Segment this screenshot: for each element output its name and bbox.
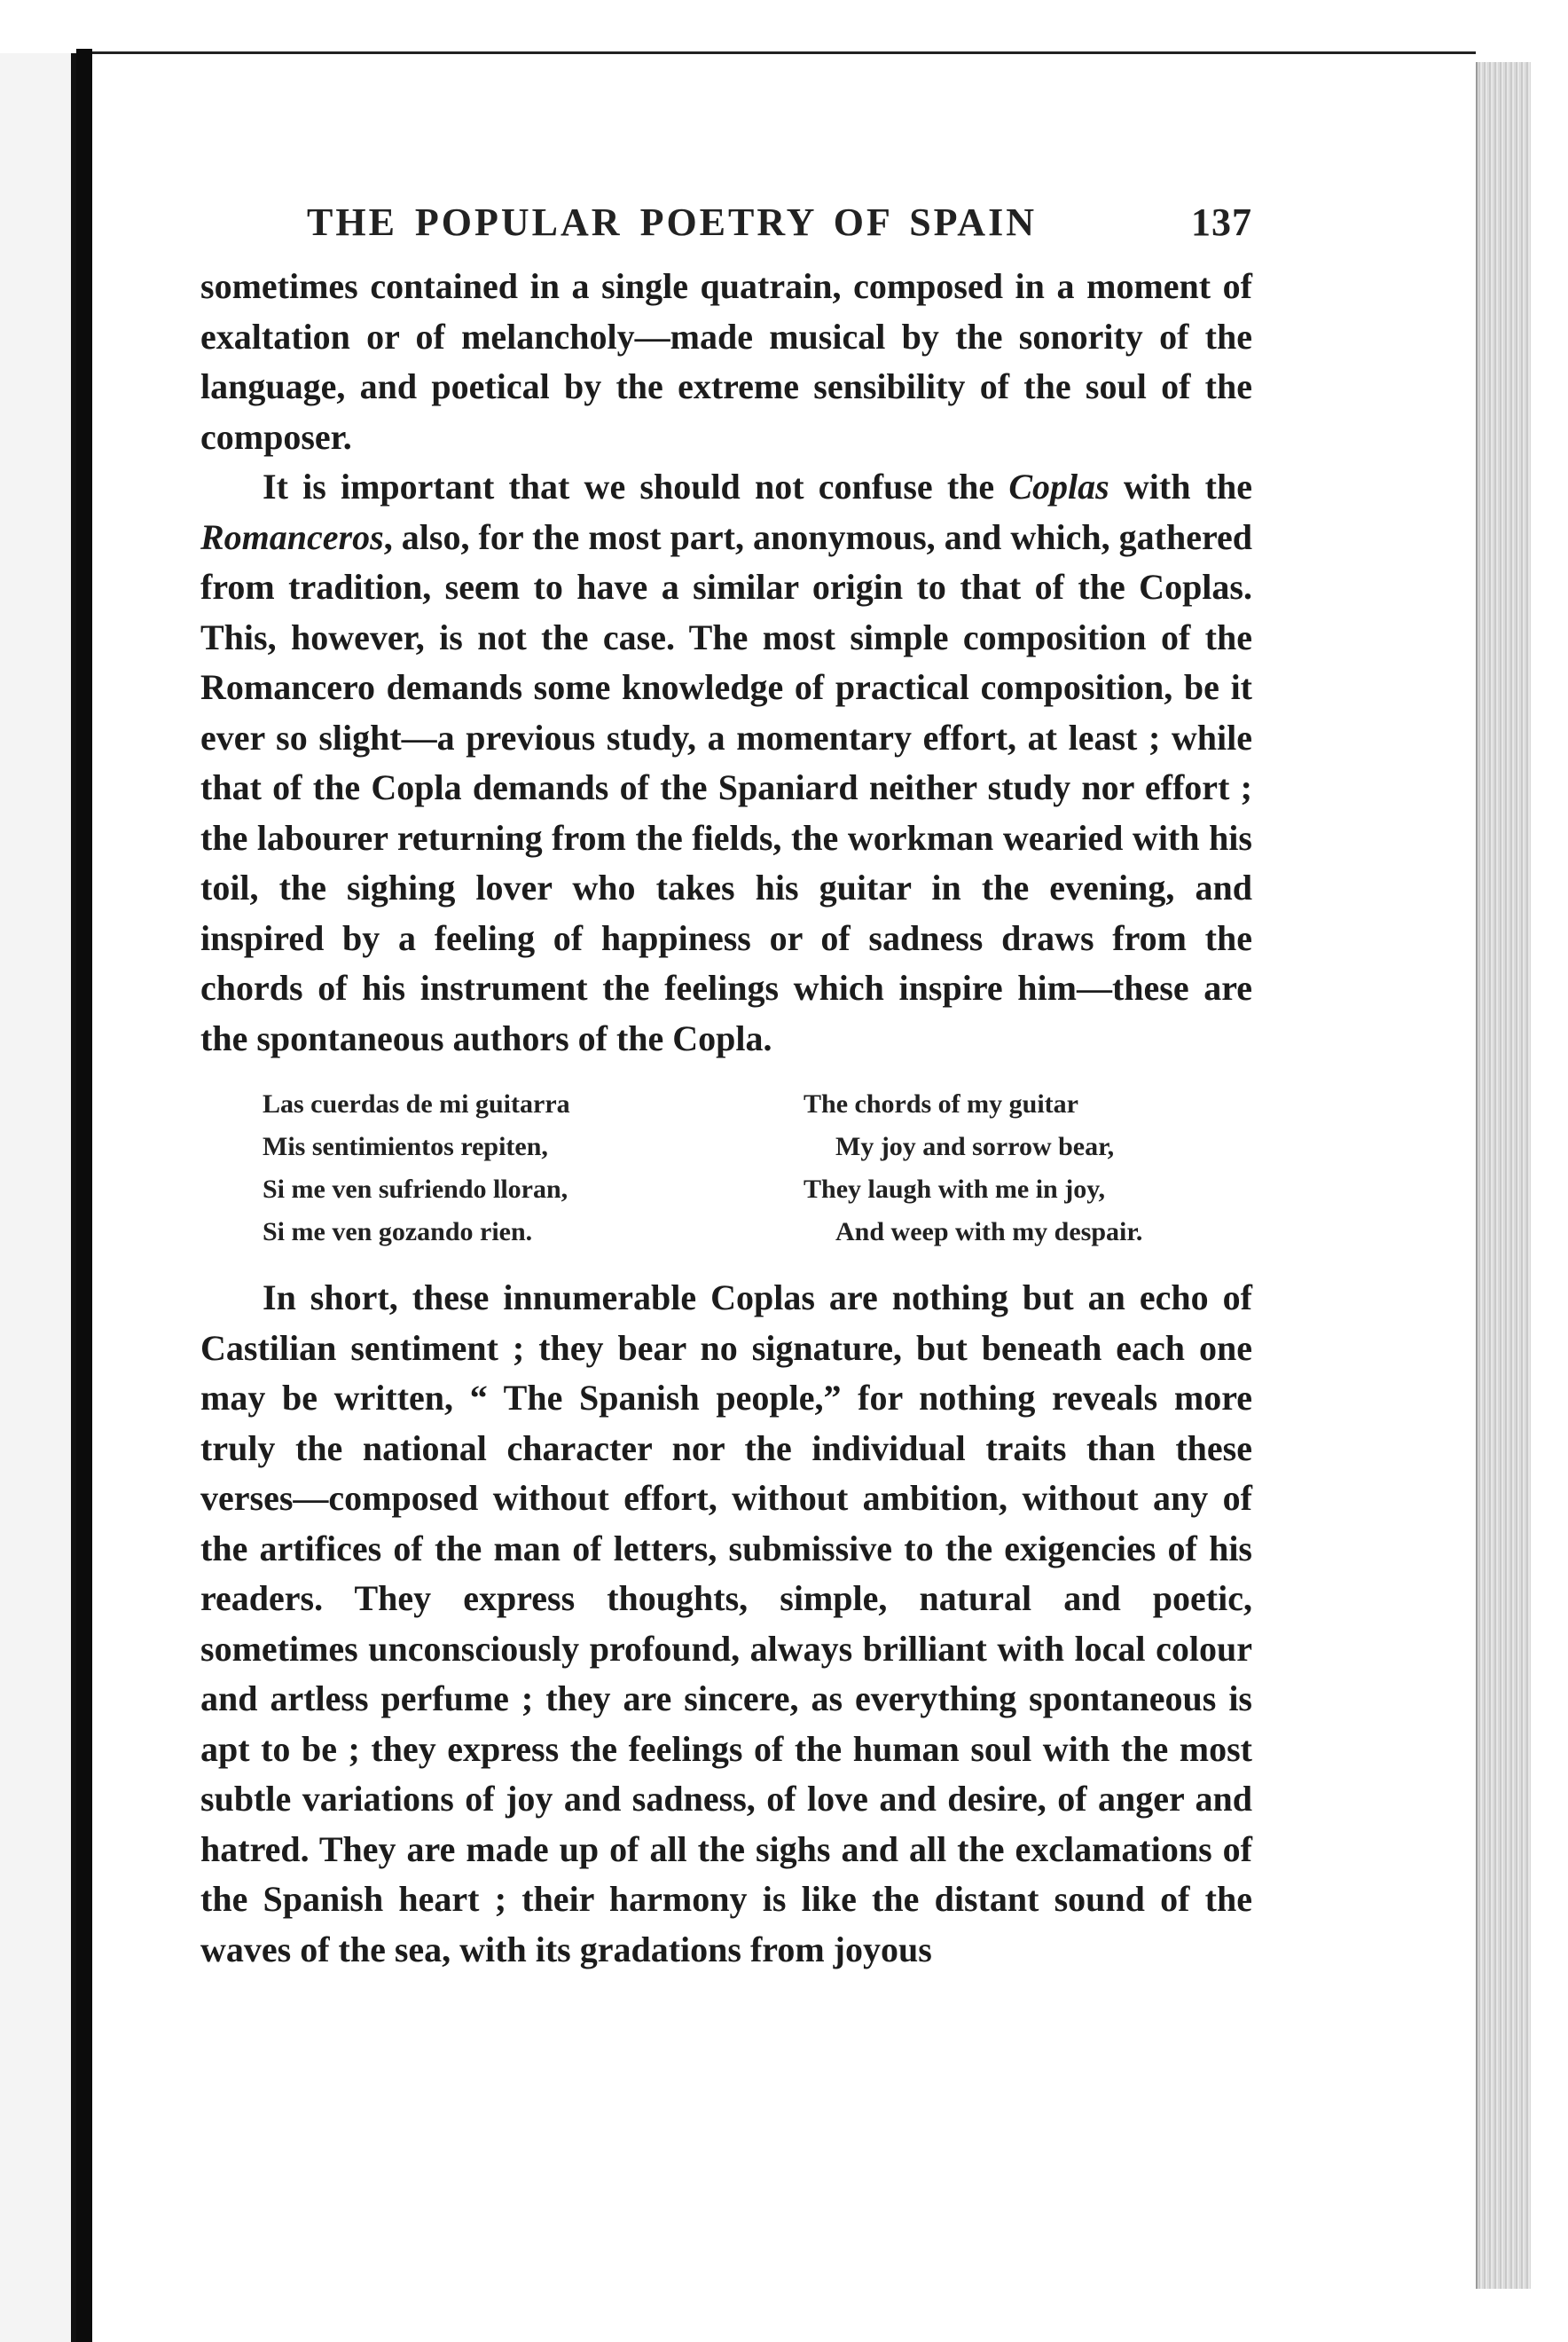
verse-line: And weep with my despair. [835,1217,1143,1246]
page-content [200,200,1252,1975]
running-head [200,200,1252,262]
verse-line: The chords of my guitar [804,1089,1078,1119]
paragraph-text: It is important that we should not confuse the [263,467,1009,507]
running-head-title: THE POPULAR POETRY OF SPAIN [307,200,1037,244]
italic-term-coplas: Coplas [1008,467,1109,507]
verse-line: They laugh with me in joy, [804,1175,1106,1204]
book-spine [76,49,92,2342]
paragraph-2 [200,462,1252,1064]
verse-line: My joy and sorrow bear, [835,1132,1115,1161]
previous-page-edge [0,53,76,2342]
page-stack-edge [1476,62,1531,2289]
verse-line: Las cuerdas de mi guitarra [263,1089,570,1119]
verse-line: Si me ven sufriendo lloran, [263,1175,568,1204]
paragraph-3 [200,1273,1252,1975]
paragraph-text: sometimes contained in a single quatrain, composed in a moment of exaltation or of melancholy—made musical by the sonority of the language, and poetical by the extreme sensibility of the soul of the composer. [200,266,1252,457]
verse-spanish [200,1083,804,1254]
verse-line: Mis sentimientos repiten, [263,1132,548,1161]
paragraph-text: In short, these innumerable Coplas are nothing but an echo of Castilian sentiment ; they bear no signature, but beneath each one may be written, “ The Spanish people,” for nothing reveals more truly the national character nor the individual traits than these verses—composed without effort, without ambition, without any of the artifices of the man of letters, submissive to the exigencies of his readers. They express thoughts, simple, natural and poetic, sometimes unconsciously profound, always brilliant with local colour and artless perfume ; they are sincere, as everything spontaneous is apt to be ; they express the feelings of the human soul with the most subtle variations of joy and sadness, of love and desire, of anger and hatred. They are made up of all the sighs and all the exclamations of the Spanish heart ; their harmony is like the distant sound of the waves of the sea, with its gradations from joyous [200,1277,1252,1969]
page-number: 137 [1191,200,1252,244]
paragraph-text: , also, for the most part, anonymous, and which, gathered from tradition, seem to have a similar origin to that of the Coplas. This, however, is not the case. The most simple composition of the Romancero demands some knowledge of practical composition, be it ever so slight—a previous study, a momentary effort, at least ; while that of the Copla demands of the Spaniard neither study nor effort ; the labourer returning from the fields, the workman wearied with his toil, the sighing lover who takes his guitar in the evening, and inspired by a feeling of happiness or of sadness draws from the chords of his instrument the feelings which inspire him—these are the spontaneous authors of the Copla. [200,516,1252,1058]
paragraph-text: with the [1109,467,1252,507]
verse-block [200,1083,1252,1254]
verse-line: Si me ven gozando rien. [263,1217,533,1246]
paragraph-1 [200,262,1252,462]
italic-term-romanceros: Romanceros [200,516,384,557]
verse-english [804,1083,1247,1254]
